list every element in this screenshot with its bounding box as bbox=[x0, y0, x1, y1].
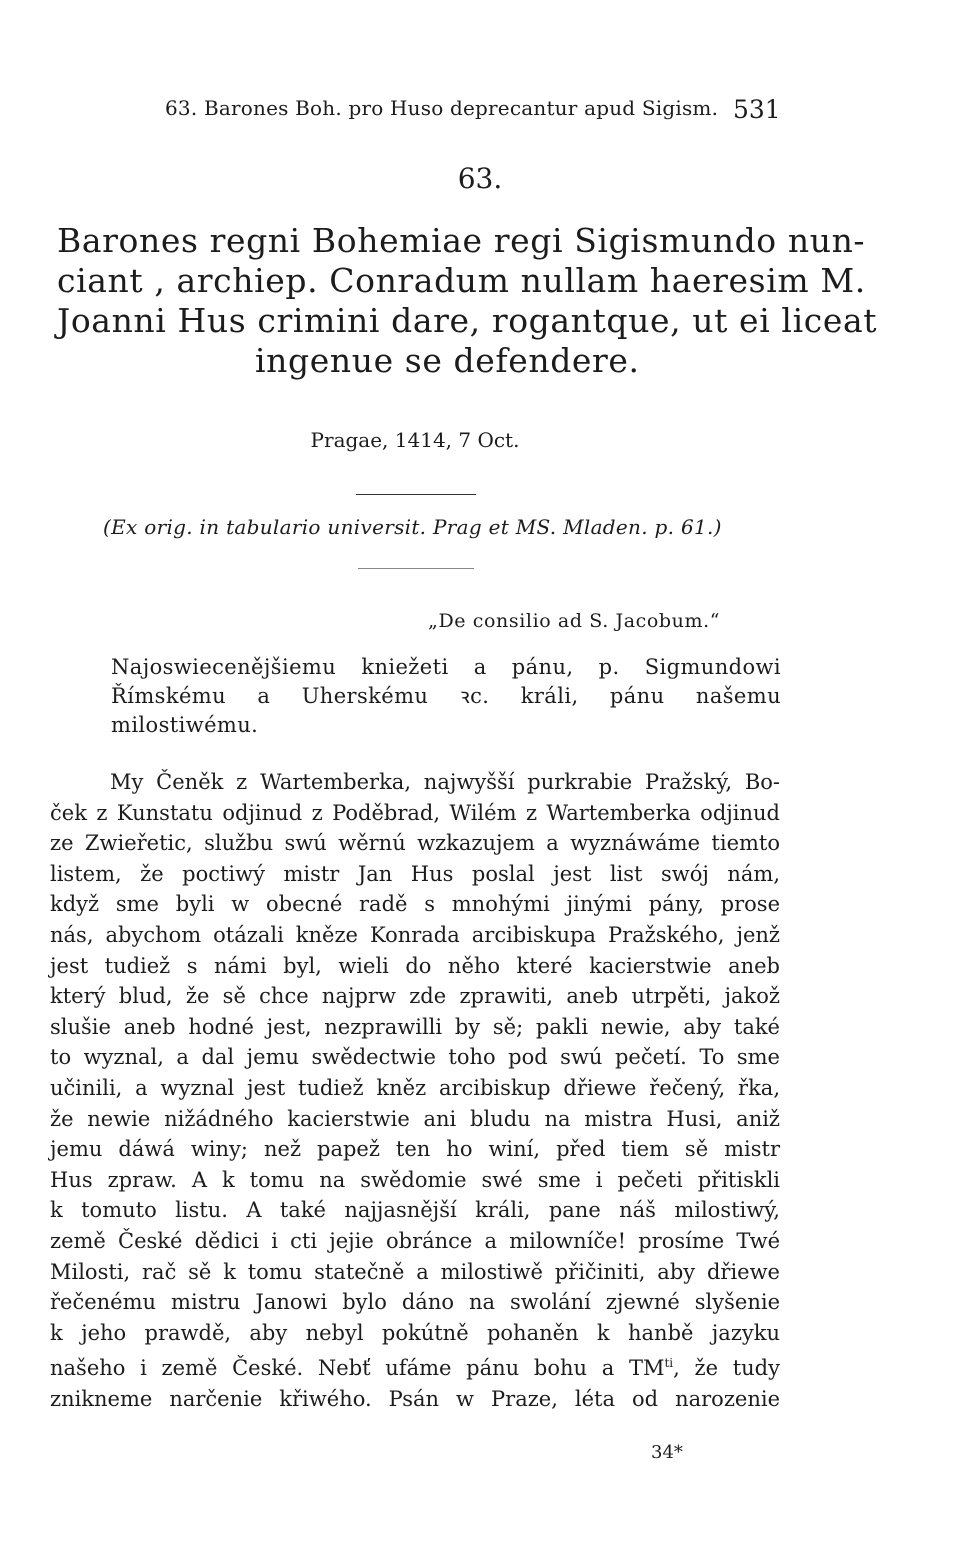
endorsement: „De consilio ad S. Jacobum.“ bbox=[428, 610, 721, 632]
body-line: nás, abychom otázali kněze Konrada arcibiskupa Pražského, jenž bbox=[50, 922, 780, 947]
divider-rule bbox=[356, 494, 476, 495]
body-line bbox=[50, 1348, 780, 1384]
body-line: země České dědici i cti jejie obránce a milowníče! prosíme Twé bbox=[50, 1228, 780, 1253]
body-line-tail: , že tudy bbox=[673, 1356, 780, 1381]
document-number: 63. bbox=[457, 162, 503, 195]
signature-mark: 34* bbox=[651, 1442, 683, 1463]
source-note: (Ex orig. in tabulario universit. Prag et MS. Mladen. p. 61.) bbox=[103, 515, 722, 539]
body-line: slušie aneb hodné jest, nezprawilli by sě; pakli newie, aby také bbox=[50, 1014, 780, 1039]
body-line: řečenému mistru Janowi bylo dáno na swolání zjewné slyšenie bbox=[50, 1290, 780, 1315]
body-line: to wyznal, a dal jemu swědectwie toho pod swú pečetí. To sme bbox=[50, 1045, 780, 1070]
body-line: ček z Kunstatu odjinud z Poděbrad, Wilém z Wartemberka odjinud bbox=[50, 800, 780, 825]
document-title bbox=[57, 221, 878, 381]
body-line: My Čeněk z Wartemberka, najwyšší purkrabie Pražský, Bo- bbox=[110, 770, 780, 794]
title-line: ingenue se defendere. bbox=[255, 341, 640, 380]
body-line: Milosti, rač sě k tomu statečně a milostiwě přičiniti, aby dřiewe bbox=[50, 1259, 780, 1284]
divider-rule bbox=[358, 568, 474, 569]
address-line: Najoswiecenějšiemu kniežeti a pánu, p. Sigmundowi bbox=[111, 655, 781, 679]
title-line: ciant , archiep. Conradum nullam haeresim M. bbox=[57, 261, 866, 300]
body-line: jemu dáwá winy; než papež ten ho winí, před tiem sě mistr bbox=[50, 1137, 780, 1162]
superscript-abbrev: ti bbox=[664, 1356, 674, 1371]
body-line: učinili, a wyznal jest tudiež kněz arcibiskup dřiewe řečený, řka, bbox=[50, 1075, 780, 1100]
title-line: Joanni Hus crimini dare, rogantque, ut ei liceat bbox=[57, 301, 878, 340]
body-line: k jeho prawdě, aby nebyl pokútně pohaněn k hanbě jazyku bbox=[50, 1320, 780, 1345]
body-line: Hus zpraw. A k tomu na swědomie swé sme i pečeti přitiskli bbox=[50, 1167, 780, 1192]
body-line: který blud, že sě chce najprw zde zprawiti, aneb utrpěti, jakož bbox=[50, 984, 780, 1009]
body-line: že newie nižádného kacierstwie ani bludu na mistra Husi, aniž bbox=[50, 1106, 780, 1131]
body-line: znikneme narčenie křiwého. Psán w Praze, léta od narozenie bbox=[50, 1386, 780, 1411]
body-line: ze Zwieřetic, službu swú wěrnú wzkazujem a wyznáwáme tiemto bbox=[50, 831, 780, 856]
address-line: Římskému a Uherskému ꝛc. králi, pánu našemu bbox=[111, 684, 781, 708]
body-line: když sme byli w obecné radě s mnohými jinými pány, prose bbox=[50, 892, 780, 917]
body-line: jest tudiež s námi byl, wieli do něho které kacierstwie aneb bbox=[50, 953, 780, 978]
running-head: 63. Barones Boh. pro Huso deprecantur apud Sigism. bbox=[165, 96, 719, 120]
body-line: listem, že poctiwý mistr Jan Hus poslal jest list swój nám, bbox=[50, 861, 780, 886]
place-date: Pragae, 1414, 7 Oct. bbox=[310, 428, 520, 452]
page-number: 531 bbox=[733, 95, 781, 124]
letter-address bbox=[111, 653, 781, 740]
body-line: k tomuto listu. A také najjasnější králi, pane náš milostiwý, bbox=[50, 1198, 780, 1223]
body-line-text: našeho i země České. Nebť ufáme pánu bohu a TM bbox=[50, 1356, 665, 1381]
title-line: Barones regni Bohemiae regi Sigismundo nun- bbox=[57, 221, 866, 260]
letter-body bbox=[50, 767, 780, 1414]
address-line: milostiwému. bbox=[111, 713, 259, 737]
